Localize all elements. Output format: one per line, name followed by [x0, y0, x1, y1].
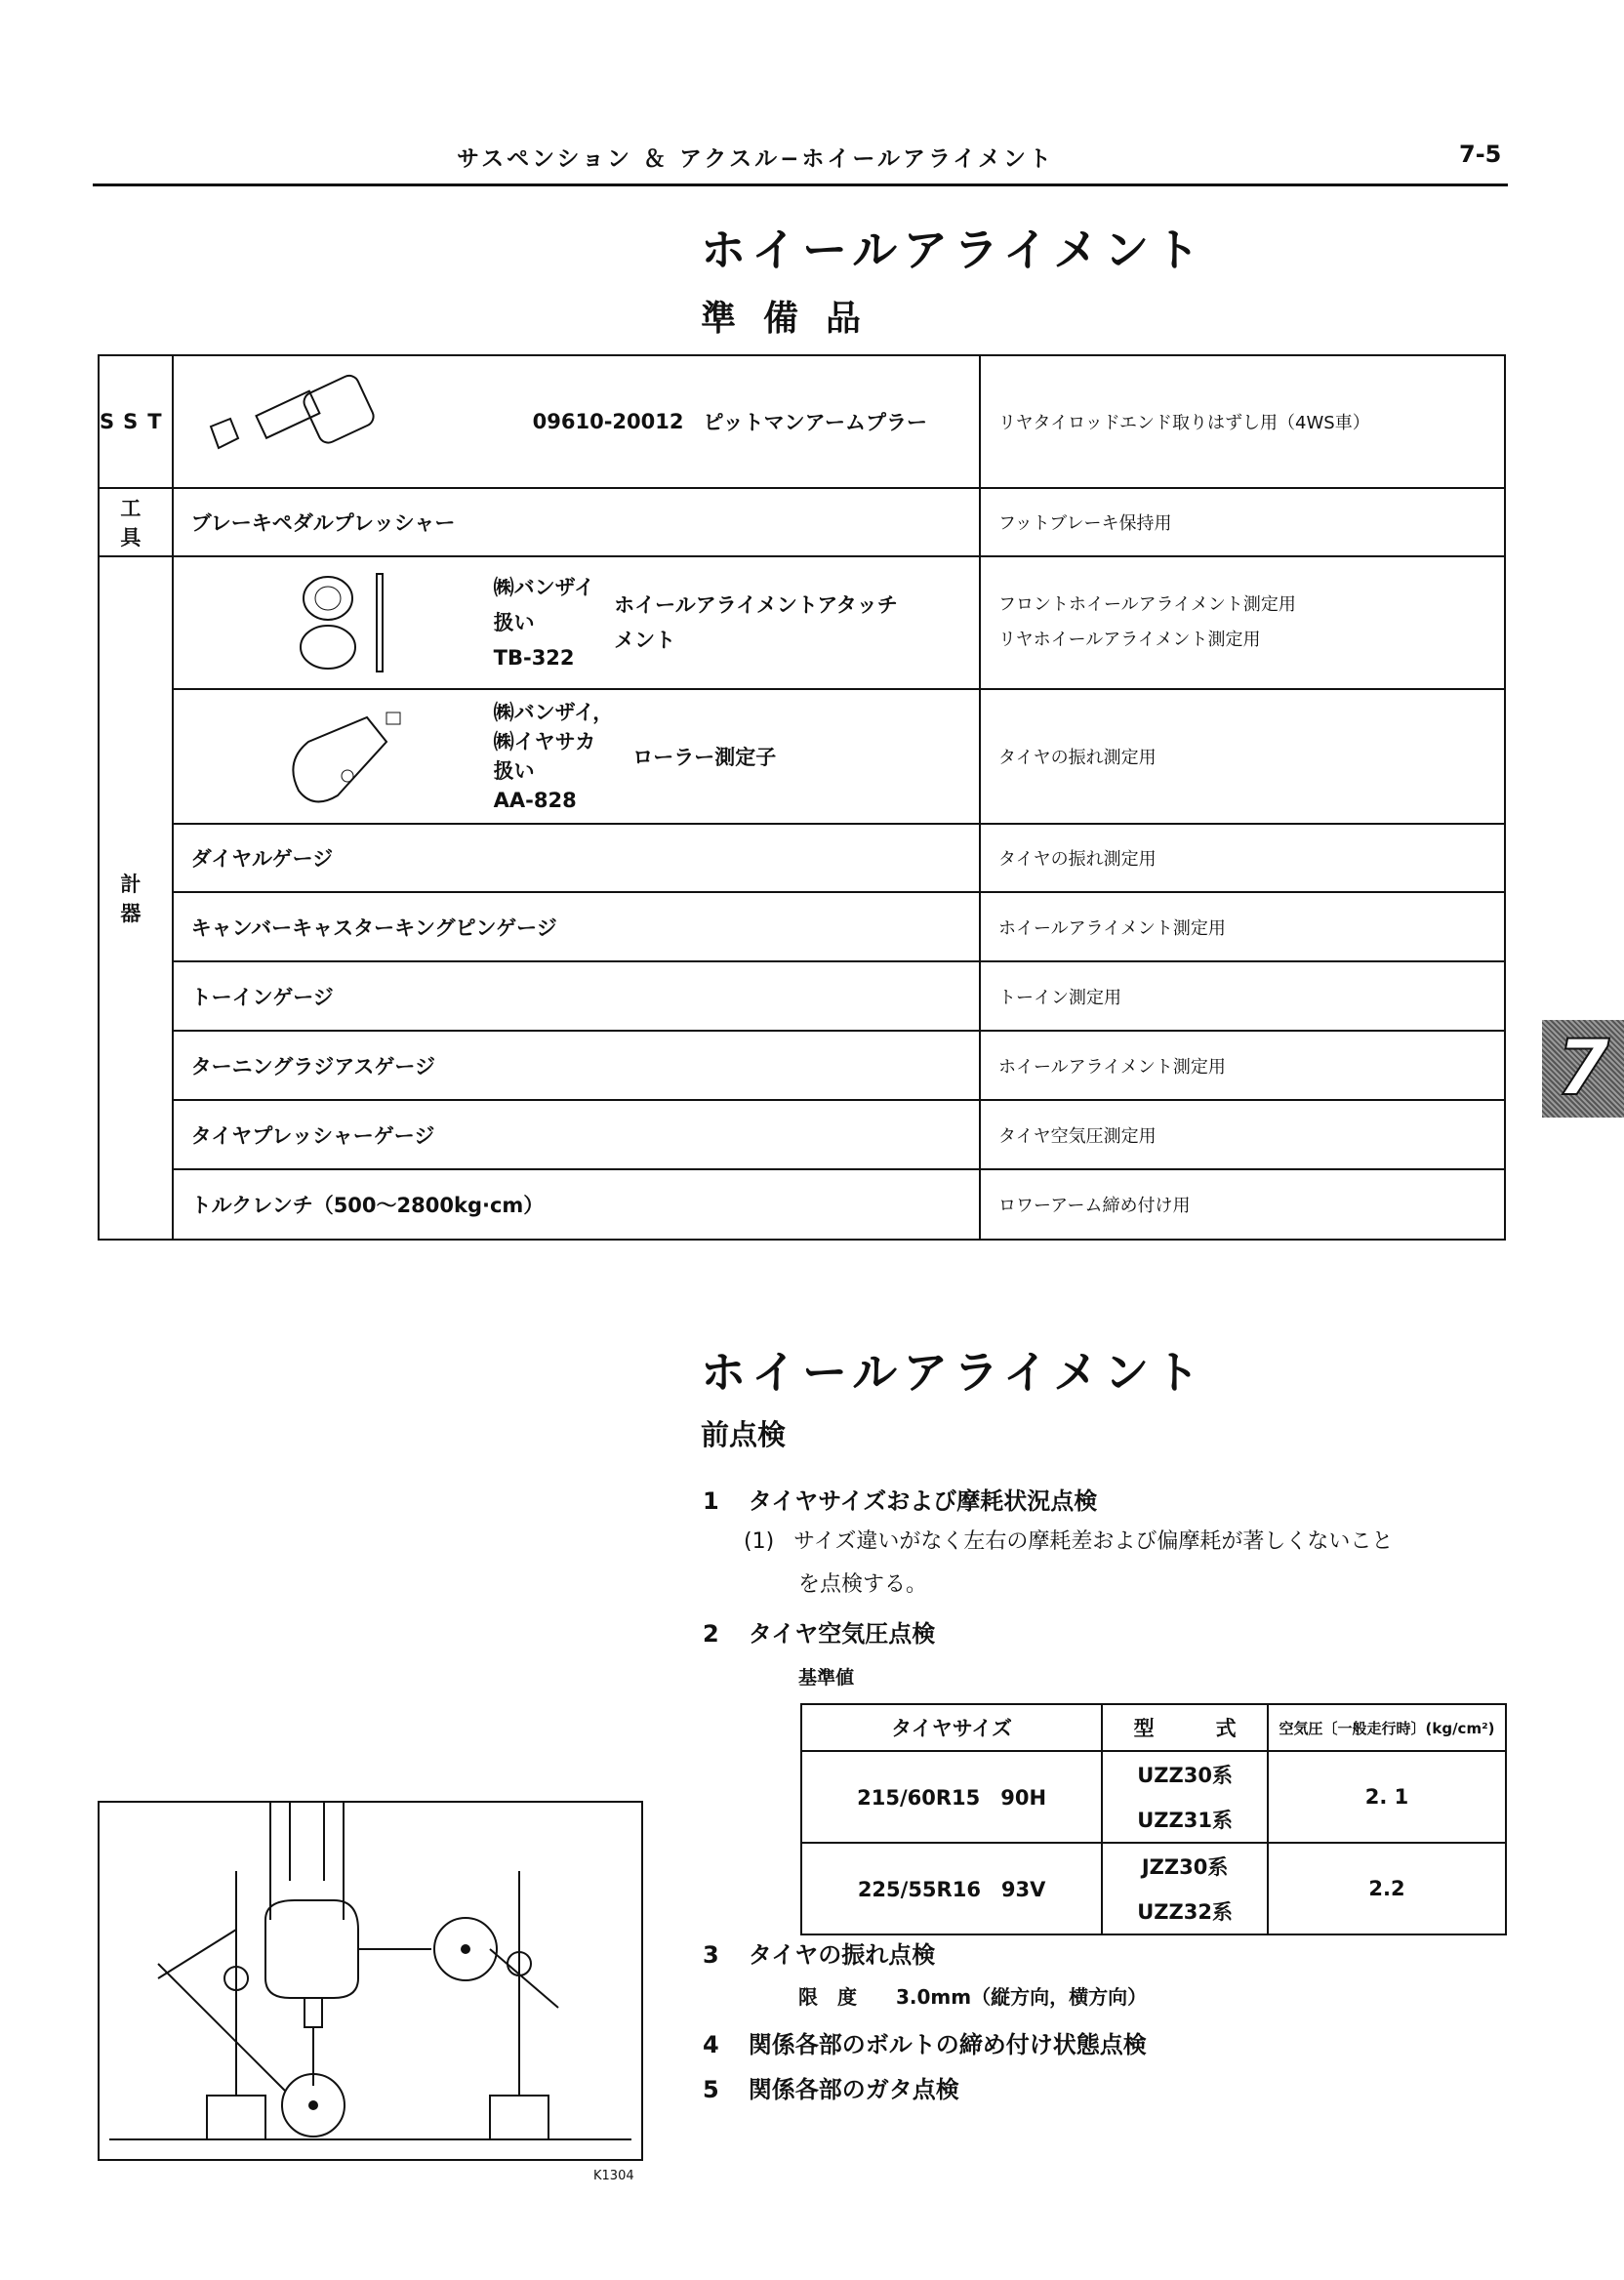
- maker: ㈱バンザイ，: [493, 701, 614, 724]
- use-cell: ホイールアライメント測定用: [980, 1031, 1505, 1100]
- sst-name: ピットマンアームプラー: [703, 411, 928, 434]
- page-number: 7-5: [1459, 141, 1502, 168]
- table-row: [801, 1751, 1506, 1797]
- check-subitem: (1) サイズ違いがなく左右の摩耗差および偏摩耗が著しくないこと: [744, 1529, 1394, 1554]
- table-row: [99, 1169, 1505, 1240]
- check-subitem-cont: を点検する。: [798, 1572, 928, 1597]
- check-item-1: 1 タイヤサイズおよび摩耗状況点検: [703, 1487, 1098, 1515]
- model: UZZ32系: [1102, 1889, 1268, 1934]
- gauge-name: ローラー測定子: [632, 746, 777, 769]
- model: UZZ30系: [1102, 1751, 1268, 1797]
- use-cell: リヤタイロッドエンド取りはずし用（4WS車）: [980, 355, 1505, 488]
- section-subtitle: 準備品: [701, 299, 889, 339]
- check-item-4: 4 関係各部のボルトの締め付け状態点検: [703, 2031, 1147, 2058]
- use-cell: トーイン測定用: [980, 961, 1505, 1031]
- maker-note: 扱い: [493, 759, 535, 783]
- sst-part-number: 09610-20012: [532, 410, 684, 433]
- use-text: フロントホイールアライメント測定用: [998, 594, 1296, 615]
- column-header: 型 式: [1102, 1704, 1268, 1751]
- pressure: 2. 1: [1268, 1751, 1506, 1843]
- roller-gauge-illustration: [279, 703, 474, 810]
- chapter-tab: 7: [1542, 1020, 1624, 1118]
- table-row: [99, 961, 1505, 1031]
- use-cell: フットブレーキ保持用: [980, 488, 1505, 556]
- header-rule: [93, 183, 1508, 186]
- table-row: [99, 488, 1505, 556]
- model: JZZ30系: [1102, 1843, 1268, 1889]
- table-row: [99, 689, 1505, 824]
- tire-runout-figure: [98, 1801, 643, 2161]
- tools-table: [98, 354, 1506, 1241]
- table-row: [99, 1031, 1505, 1100]
- pressure: 2.2: [1268, 1843, 1506, 1934]
- gauge-name: ターニングラジアスゲージ: [173, 1031, 980, 1100]
- table-row: [801, 1843, 1506, 1889]
- maker: ㈱バンザイ: [493, 576, 595, 599]
- tire-pressure-table: [800, 1703, 1507, 1935]
- model-number: TB-322: [493, 646, 575, 670]
- use-cell: タイヤの振れ測定用: [980, 824, 1505, 892]
- tire-size: 225/55R16 93V: [801, 1843, 1102, 1934]
- alignment-attachment-illustration: [279, 569, 474, 676]
- standard-value-label: 基準値: [798, 1667, 855, 1689]
- runout-limit: 限 度 3.0mm（縦方向，横方向）: [798, 1985, 1148, 2009]
- table-row: [99, 556, 1505, 689]
- section-title: ホイールアライメント: [701, 224, 1206, 276]
- gauge-name: タイヤプレッシャーゲージ: [173, 1100, 980, 1169]
- use-cell: タイヤの振れ測定用: [980, 689, 1505, 824]
- table-row: [99, 824, 1505, 892]
- use-cell: タイヤ空気圧測定用: [980, 1100, 1505, 1169]
- gauge-name: トーインゲージ: [173, 961, 980, 1031]
- gauge-name: ホイールアライメントアタッチメント: [614, 593, 898, 652]
- maker: ㈱イヤサカ: [493, 730, 596, 753]
- gauge-name: トルクレンチ（500〜2800kg·cm）: [173, 1169, 980, 1240]
- use-cell: ロワーアーム締め付け用: [980, 1169, 1505, 1240]
- model-number: AA-828: [493, 789, 577, 812]
- section-subtitle: 前点検: [701, 1418, 787, 1451]
- check-item-3: 3 タイヤの振れ点検: [703, 1941, 936, 1969]
- category-cell: SST: [99, 355, 173, 488]
- tire-size: 215/60R15 90H: [801, 1751, 1102, 1843]
- table-row: [99, 1100, 1505, 1169]
- table-row: [99, 892, 1505, 961]
- running-header: サスペンション ＆ アクスル−ホイールアライメント: [457, 146, 1055, 172]
- check-item-5: 5 関係各部のガタ点検: [703, 2076, 959, 2103]
- use-text: リヤホイールアライメント測定用: [998, 630, 1261, 650]
- maker-note: 扱い: [493, 611, 535, 634]
- section-title: ホイールアライメント: [701, 1346, 1206, 1399]
- table-header-row: [801, 1704, 1506, 1751]
- check-item-2: 2 タイヤ空気圧点検: [703, 1620, 936, 1648]
- gauge-name: キャンバーキャスターキングピンゲージ: [173, 892, 980, 961]
- model: UZZ31系: [1102, 1797, 1268, 1843]
- gauge-name: ダイヤルゲージ: [173, 824, 980, 892]
- tool-name: ブレーキペダルプレッシャー: [173, 488, 980, 556]
- column-header: タイヤサイズ: [801, 1704, 1102, 1751]
- use-cell: ホイールアライメント測定用: [980, 892, 1505, 961]
- pitman-arm-puller-illustration: [191, 368, 386, 475]
- table-row: [99, 355, 1505, 488]
- dial-gauge-setup-illustration: [100, 1803, 641, 2159]
- column-header: 空気圧〔一般走行時〕(kg/cm²): [1268, 1704, 1506, 1751]
- category-cell: 工 具: [99, 488, 173, 556]
- category-cell: 計 器: [99, 556, 173, 1240]
- figure-number: K1304: [593, 2169, 634, 2183]
